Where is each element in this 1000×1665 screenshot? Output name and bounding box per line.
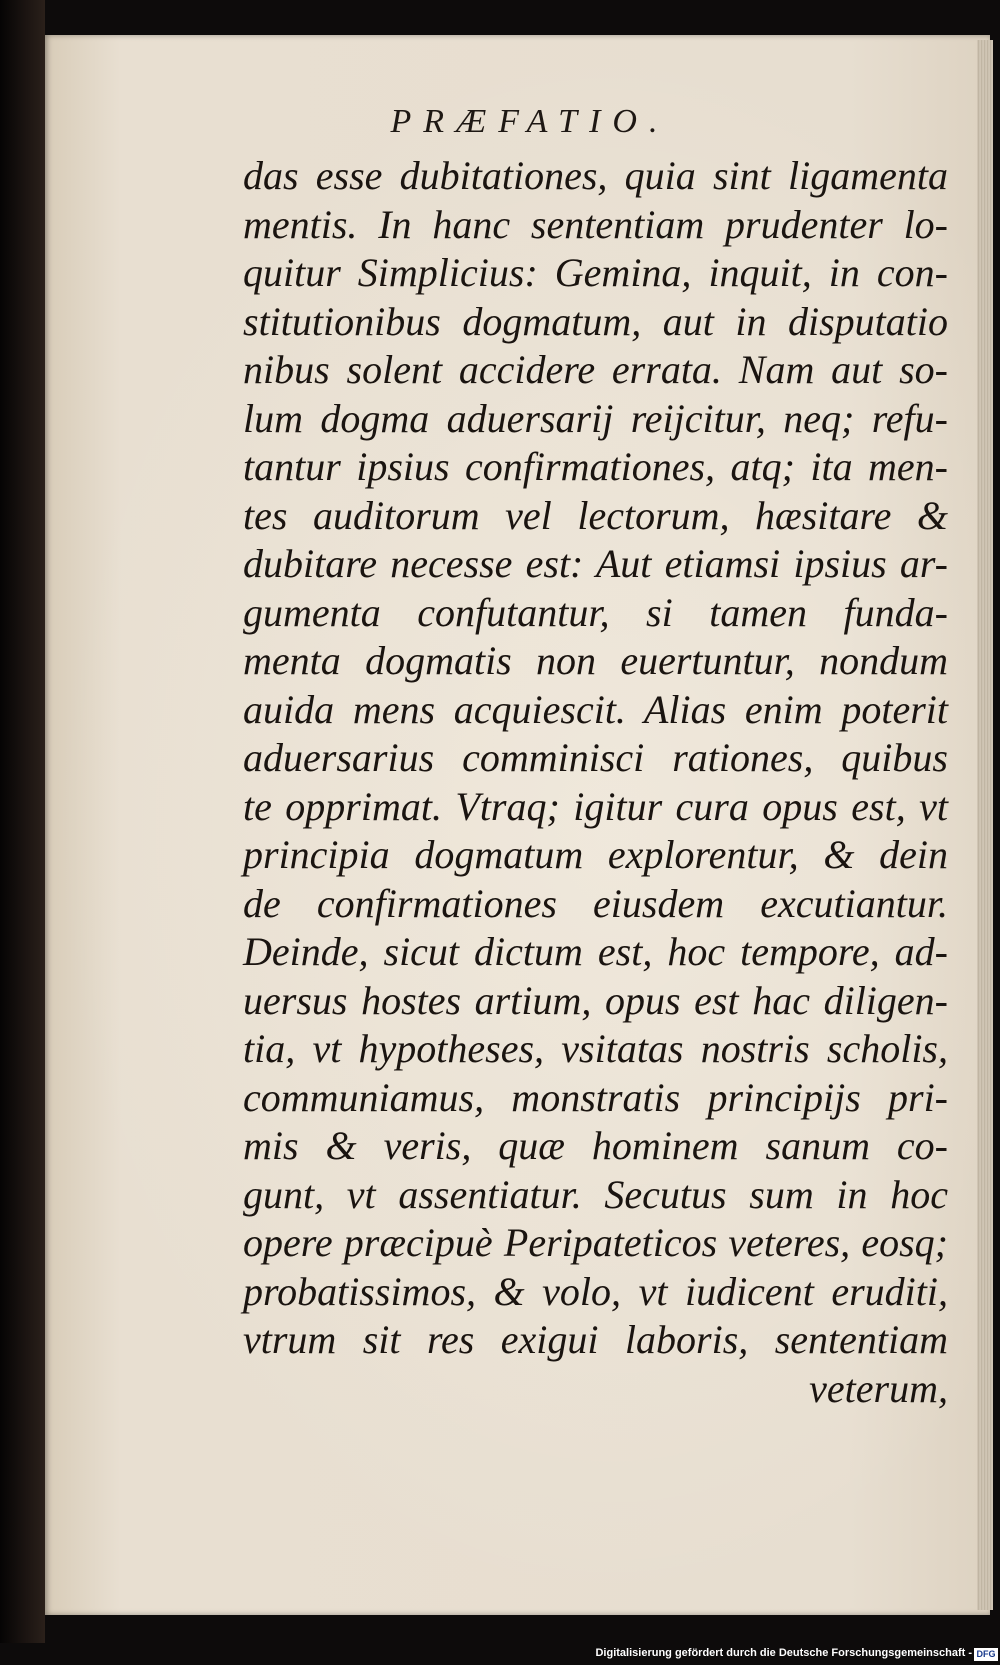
- text-line: auida mens acquiescit. Alias enim poterit: [243, 686, 948, 732]
- text-line: das esse dubitationes, quia sint ligamenta: [243, 153, 948, 198]
- text-line: menta dogmatis non euertuntur, nondum: [243, 638, 948, 683]
- text-line: uersus hostes artium, opus est hac diligen-: [243, 977, 948, 1023]
- page-edge: [977, 40, 993, 1610]
- text-line: nibus solent accidere errata. Nam aut so-: [243, 347, 948, 392]
- text-line: principia dogmatum explorentur, & dein: [243, 832, 948, 877]
- text-line: tes auditorum vel lectorum, hæsitare &: [243, 492, 948, 538]
- running-header: PRÆFATIO.: [390, 103, 670, 140]
- dfg-logo: DFG: [974, 1648, 998, 1661]
- text-line: gumenta confutantur, si tamen funda-: [243, 589, 948, 635]
- text-line: gunt, vt assentiatur. Secutus sum in hoc: [243, 1171, 948, 1217]
- text-line: vtrum sit res exigui laboris, sententiam: [243, 1317, 948, 1362]
- text-line: de confirmationes eiusdem excutiantur.: [243, 880, 948, 926]
- text-line: lum dogma aduersarij reijcitur, neq; refu-: [243, 395, 948, 441]
- catchword: veterum,: [809, 1365, 948, 1411]
- text-line: Deinde, sicut dictum est, hoc tempore, ad-: [243, 929, 948, 974]
- text-line: probatissimos, & volo, vt iudicent eruditi,: [243, 1268, 948, 1314]
- book-spine: [0, 0, 45, 1665]
- text-line: opere præcipuè Peripateticos veteres, eosq;: [243, 1220, 948, 1265]
- body-text: [243, 152, 948, 1413]
- funding-credit: Digitalisierung gefördert durch die Deutsche Forschungsgemeinschaft -: [595, 1647, 972, 1659]
- text-line: mentis. In hanc sententiam prudenter lo-: [243, 201, 948, 247]
- text-line: quitur Simplicius: Gemina, inquit, in con-: [243, 250, 948, 295]
- text-line: aduersarius comminisci rationes, quibus: [243, 735, 948, 780]
- text-line: mis & veris, quæ hominem sanum co-: [243, 1123, 948, 1168]
- text-line: te opprimat. Vtraq; igitur cura opus est, vt: [243, 783, 948, 829]
- text-line: communiamus, monstratis principijs pri-: [243, 1074, 948, 1120]
- text-line: tia, vt hypotheses, vsitatas nostris scholis,: [243, 1026, 948, 1071]
- text-line: dubitare necesse est: Aut etiamsi ipsius ar-: [243, 541, 948, 586]
- text-line: tantur ipsius confirmationes, atq; ita men-: [243, 444, 948, 489]
- text-line: stitutionibus dogmatum, aut in disputatio: [243, 298, 948, 344]
